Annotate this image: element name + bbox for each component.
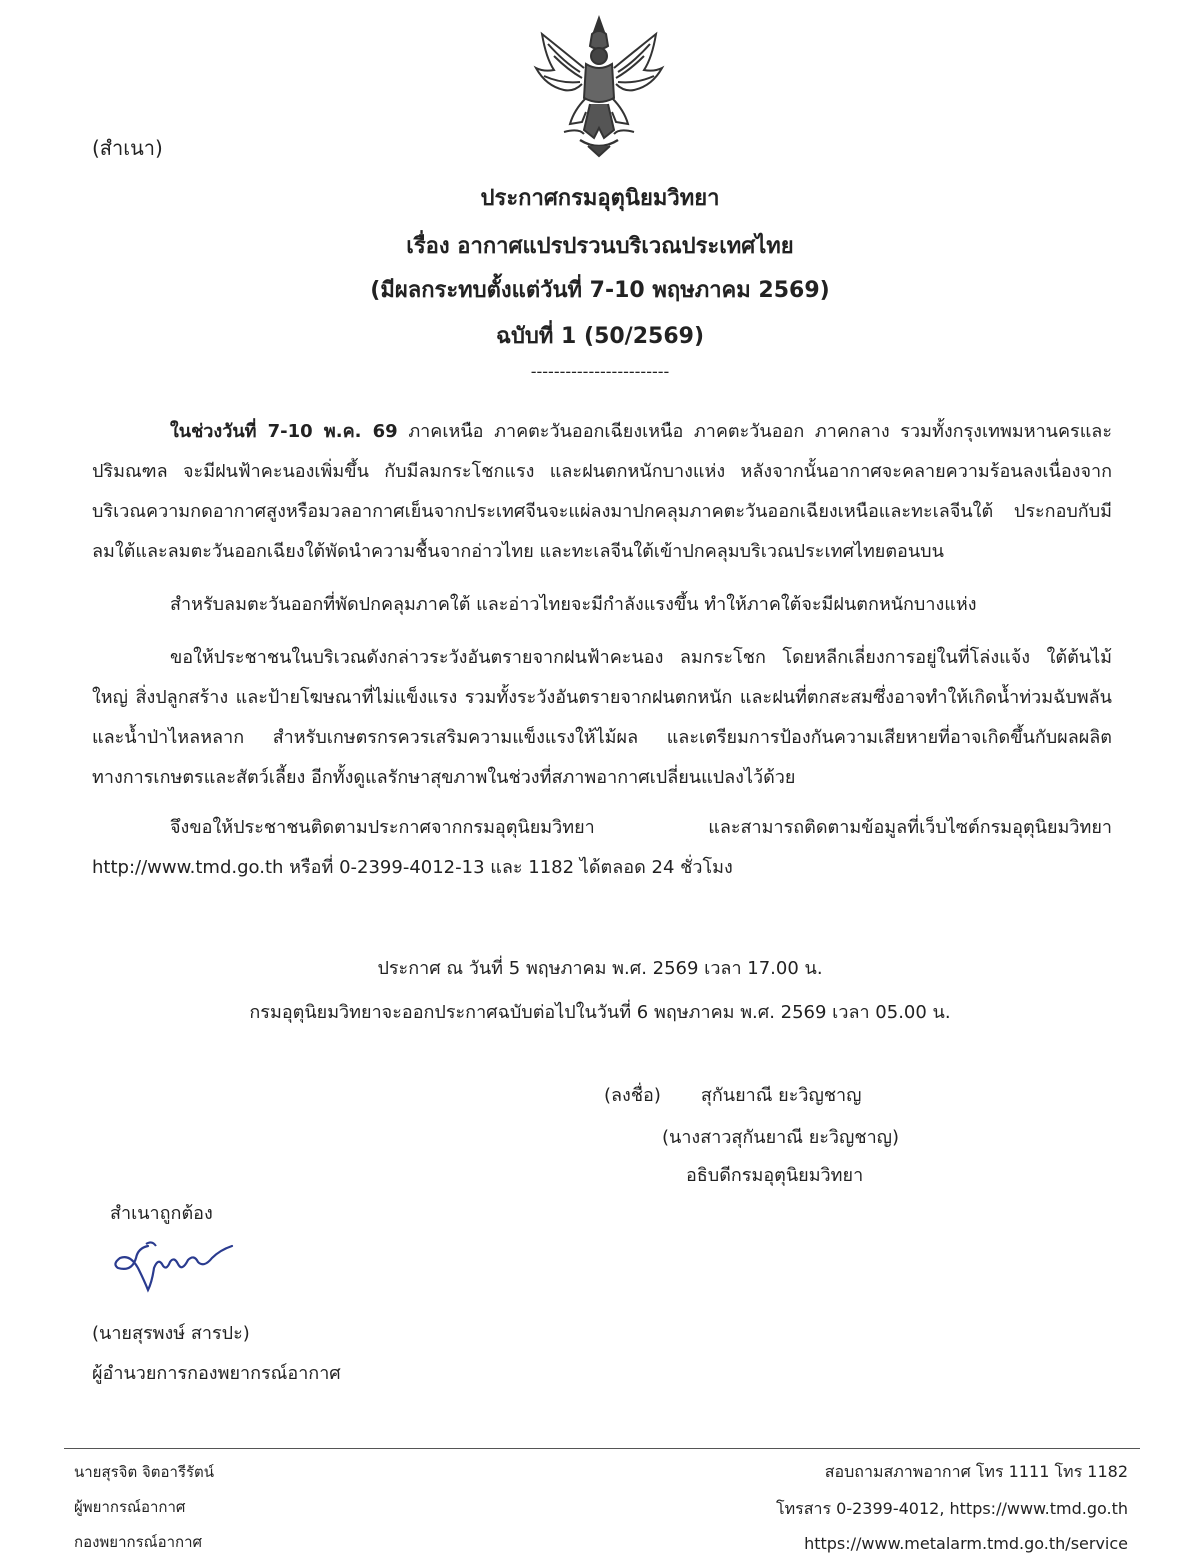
heading-divider: ------------------------ <box>530 362 670 381</box>
certifier-name: (นายสุรพงษ์ สารปะ) <box>92 1323 250 1344</box>
footer-alert-service-link[interactable]: https://www.metalarm.tmd.go.th/service <box>804 1534 1128 1553</box>
effective-period: (มีผลกระทบตั้งแต่วันที่ 7-10 พฤษภาคม 2569) <box>370 278 830 303</box>
footer-fax-website: โทรสาร 0-2399-4012, https://www.tmd.go.th <box>776 1499 1128 1518</box>
footer-division: กองพยากรณ์อากาศ <box>74 1533 203 1551</box>
signed-line <box>604 1080 862 1109</box>
footer-forecaster-role: ผู้พยากรณ์อากาศ <box>74 1498 186 1516</box>
signed-label: (ลงชื่อ) <box>604 1085 661 1106</box>
paragraph-follow-up: จึงขอให้ประชาชนติดตามประกาศจากกรมอุตุนิยมวิทยา และสามารถติดตามข้อมูลที่เว็บไซต์กรมอุตุนิยมวิทยา http://www.tmd.go.th หรือที่ 0-2399-4012-13 และ 1182 ได้ตลอด 24 ชั่วโมง <box>92 817 1112 878</box>
announcement-subject: เรื่อง อากาศแปรปรวนบริเวณประเทศไทย <box>406 234 794 259</box>
forecast-body: ภาคเหนือ ภาคตะวันออกเฉียงเหนือ ภาคตะวันออก ภาคกลาง รวมทั้งกรุงเทพมหานครและปริมณฑล จะมีฝนฟ้าคะนองเพิ่มขึ้น กับมีลมกระโชกแรง และฝนตกหนักบางแห่ง หลังจากนั้นอากาศจะคลายความร้อนลงเนื่องจากบริเวณความกดอากาศสูงหรือมวลอากาศเย็นจากประเทศจีนจะแผ่ลงมาปกคลุมภาคตะวันออกเฉียงเหนือและทะเลจีนใต้ ประกอบกับมีลมใต้และลมตะวันออกเฉียงใต้พัดนำความชื้นจากอ่าวไทย และทะเลจีนใต้เข้าปกคลุมบริเวณประเทศไทยตอนบน <box>92 421 1112 562</box>
signer-position: อธิบดีกรมอุตุนิยมวิทยา <box>686 1165 864 1186</box>
signer-full-name: (นางสาวสุกันยาณี ยะวิญชาญ) <box>662 1127 900 1148</box>
paragraph-forecast <box>92 412 1112 572</box>
next-issue-notice: กรมอุตุนิยมวิทยาจะออกประกาศฉบับต่อไปในวันที่ 6 พฤษภาคม พ.ศ. 2569 เวลา 05.00 น. <box>249 1002 951 1023</box>
footer-forecaster-name: นายสุรจิต จิตอารีรัตน์ <box>74 1463 215 1481</box>
handwritten-signature-icon <box>108 1228 238 1298</box>
paragraph-south: สำหรับลมตะวันออกที่พัดปกคลุมภาคใต้ และอ่าวไทยจะมีกำลังแรงขึ้น ทำให้ภาคใต้จะมีฝนตกหนักบางแห่ง <box>170 594 977 615</box>
announcement-title: ประกาศกรมอุตุนิยมวิทยา <box>480 186 720 211</box>
footer-phone: สอบถามสภาพอากาศ โทร 1111 โทร 1182 <box>824 1462 1128 1481</box>
announcement-date: ประกาศ ณ วันที่ 5 พฤษภาคม พ.ศ. 2569 เวลา 17.00 น. <box>377 958 823 979</box>
certifier-position: ผู้อำนวยการกองพยากรณ์อากาศ <box>92 1363 341 1384</box>
certified-copy-label: สำเนาถูกต้อง <box>110 1203 213 1224</box>
copy-mark: (สำเนา) <box>92 136 163 160</box>
footer-divider <box>64 1448 1140 1449</box>
signed-name: สุกันยาณี ยะวิญชาญ <box>700 1085 862 1106</box>
issue-number: ฉบับที่ 1 (50/2569) <box>495 324 705 349</box>
paragraph-warning: ขอให้ประชาชนในบริเวณดังกล่าวระวังอันตรายจากฝนฟ้าคะนอง ลมกระโชก โดยหลีกเลี่ยงการอยู่ในที่โล่งแจ้ง ใต้ต้นไม้ใหญ่ สิ่งปลูกสร้าง และป้ายโฆษณาที่ไม่แข็งแรง รวมทั้งระวังอันตรายจากฝนตกหนัก และฝนที่ตกสะสมซึ่งอาจทำให้เกิดน้ำท่วมฉับพลันและน้ำป่าไหลหลาก สำหรับเกษตรกรควรเสริมความแข็งแรงให้ไม้ผล และเตรียมการป้องกันความเสียหายที่อาจเกิดขึ้นกับผลผลิตทางการเกษตรและสัตว์เลี้ยง อีกทั้งดูแลรักษาสุขภาพในช่วงที่สภาพอากาศเปลี่ยนแปลงไว้ด้วย <box>92 647 1112 788</box>
garuda-emblem-icon <box>524 10 674 160</box>
forecast-period-lead: ในช่วงวันที่ 7-10 พ.ค. 69 <box>170 421 398 442</box>
